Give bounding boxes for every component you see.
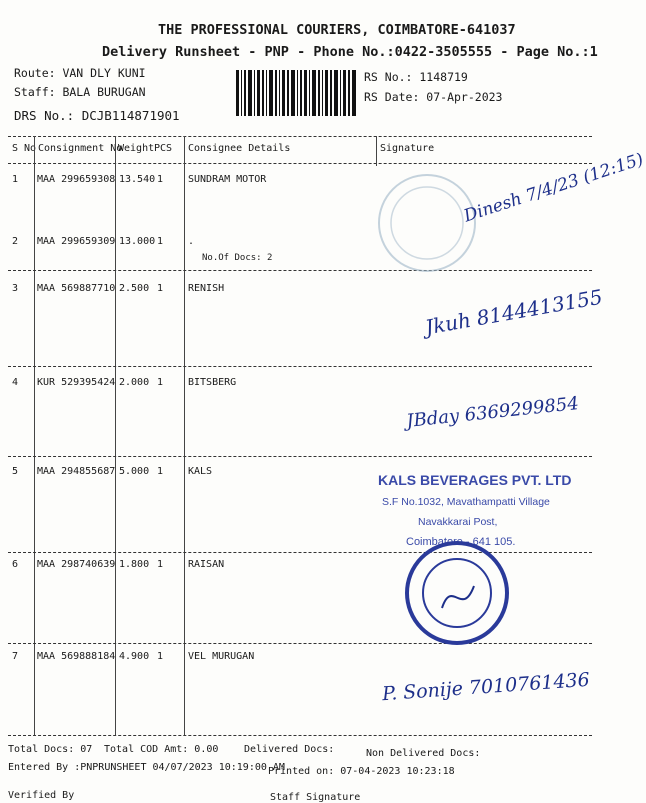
row-consignment: MAA 299659309: [37, 236, 116, 247]
row-rule: [8, 456, 592, 457]
row-docs-count: No.Of Docs: 2: [202, 253, 273, 263]
row-consignment: MAA 298740639: [37, 559, 116, 570]
row-pcs: 1: [157, 559, 164, 570]
row-consignment: MAA 569887710: [37, 283, 116, 294]
table-header-rule: [8, 163, 592, 164]
row-rule: [8, 270, 592, 271]
row-consignment: MAA 569888184: [37, 651, 116, 662]
col-header-consignee: Consignee Details: [188, 143, 291, 154]
row-consignee: RENISH: [188, 283, 225, 294]
row-pcs: 1: [157, 651, 164, 662]
row-weight: 5.000: [119, 466, 150, 477]
row-consignee: VEL MURUGAN: [188, 651, 255, 662]
row-sno: 7: [12, 651, 19, 662]
row-consignee: BITSBERG: [188, 377, 237, 388]
signature-row7: P. Sonije 7010761436: [381, 668, 591, 706]
row-consignment: MAA 294855687: [37, 466, 116, 477]
signature-row1: Dinesh 7/4/23 (12:15): [461, 149, 646, 227]
row-consignee: KALS: [188, 466, 213, 477]
row-sno: 4: [12, 377, 19, 388]
row-weight: 4.900: [119, 651, 150, 662]
round-seal-icon: [402, 538, 512, 648]
company-stamp-post: Navakkarai Post,: [418, 516, 498, 528]
row-weight: 2.000: [119, 377, 150, 388]
rs-number: RS No.: 1148719: [364, 70, 468, 84]
row-weight: 13.540: [119, 174, 156, 185]
signature-row3: Jkuh 8144413155: [423, 284, 605, 340]
company-stamp-city: Coimbatore - 641 105.: [406, 536, 516, 548]
barcode: [236, 70, 356, 116]
row-consignee: SUNDRAM MOTOR: [188, 174, 267, 185]
table-bottom-rule: [8, 735, 592, 736]
col-divider: [115, 136, 116, 736]
delivered-docs: Delivered Docs:: [244, 744, 335, 755]
row-sno: 3: [12, 283, 19, 294]
col-header-consignment: Consignment No: [38, 143, 123, 154]
rs-date: RS Date: 07-Apr-2023: [364, 90, 503, 104]
signature-row4: JBday 6369299854: [405, 393, 580, 432]
row-sno: 5: [12, 466, 19, 477]
row-consignee: .: [188, 236, 195, 247]
col-header-weight: Weight: [118, 143, 155, 154]
row-consignee: RAISAN: [188, 559, 225, 570]
printed-on: Printed on: 07-04-2023 10:23:18: [268, 766, 455, 777]
total-docs: Total Docs: 07: [8, 744, 93, 755]
col-header-sno: S No: [12, 143, 37, 154]
row-pcs: 1: [157, 466, 164, 477]
row-sno: 2: [12, 236, 19, 247]
row-sno: 6: [12, 559, 19, 570]
row-consignment: KUR 529395424: [37, 377, 116, 388]
staff-signature-label: Staff Signature: [270, 792, 361, 803]
runsheet-subtitle: Delivery Runsheet - PNP - Phone No.:0422-3505555 - Page No.:1: [102, 44, 598, 60]
row-weight: 1.800: [119, 559, 150, 570]
row-weight: 2.500: [119, 283, 150, 294]
col-header-pcs: PCS: [154, 143, 173, 154]
company-stamp-name: KALS BEVERAGES PVT. LTD: [378, 472, 572, 488]
drs-number: DRS No.: DCJB114871901: [14, 108, 180, 123]
col-divider: [184, 136, 185, 736]
total-cod: Total COD Amt: 0.00: [104, 744, 219, 755]
company-stamp-address: S.F No.1032, Mavathampatti Village: [382, 496, 550, 508]
row-rule: [8, 366, 592, 367]
row-pcs: 1: [157, 174, 164, 185]
row-pcs: 1: [157, 236, 164, 247]
row-consignment: MAA 299659308: [37, 174, 116, 185]
row-pcs: 1: [157, 283, 164, 294]
verified-by: Verified By: [8, 790, 75, 801]
col-divider: [376, 136, 377, 166]
row-pcs: 1: [157, 377, 164, 388]
company-title: THE PROFESSIONAL COURIERS, COIMBATORE-641037: [158, 22, 516, 38]
row-sno: 1: [12, 174, 19, 185]
row-weight: 13.000: [119, 236, 156, 247]
col-divider: [34, 136, 35, 736]
table-top-rule: [8, 136, 592, 137]
col-header-signature: Signature: [380, 143, 435, 154]
non-delivered-docs: Non Delivered Docs:: [366, 748, 481, 759]
staff-label: Staff: BALA BURUGAN: [14, 85, 146, 99]
entered-by: Entered By :PNPRUNSHEET 04/07/2023 10:19:00 AM: [8, 762, 285, 773]
route-label: Route: VAN DLY KUNI: [14, 66, 146, 80]
